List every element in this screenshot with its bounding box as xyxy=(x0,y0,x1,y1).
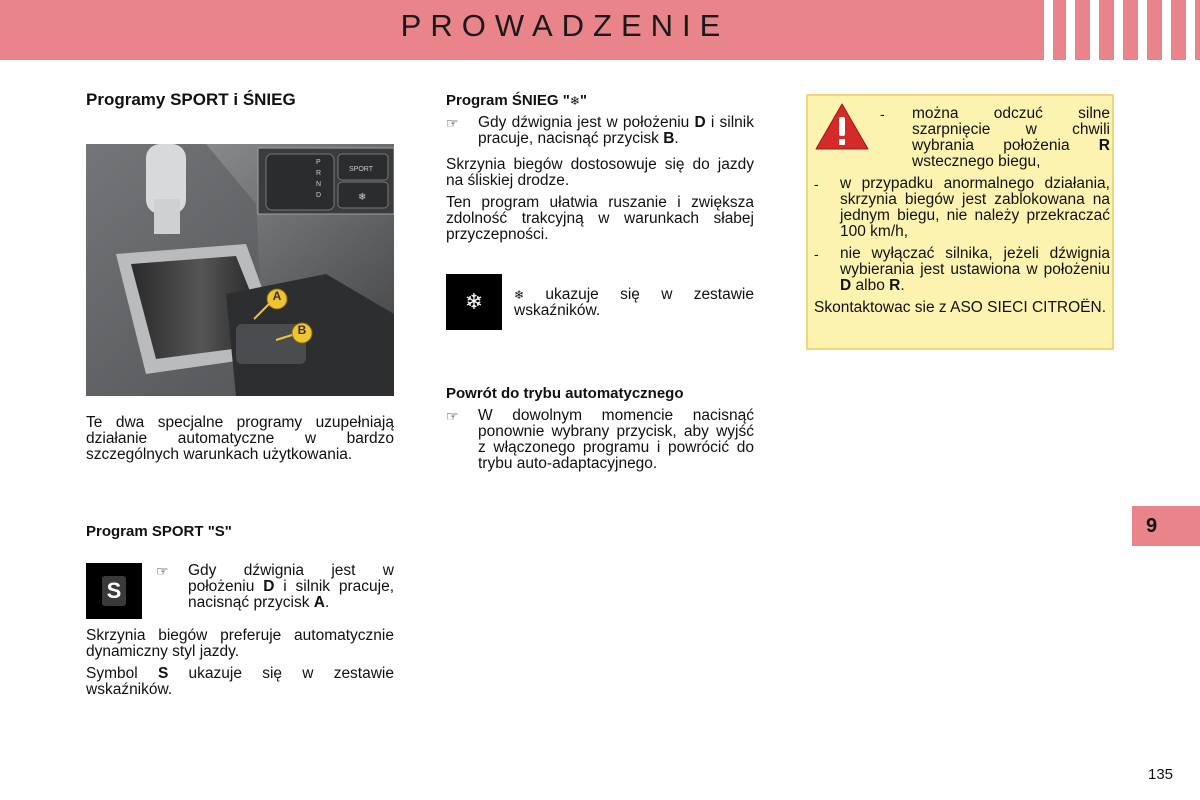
hand-pointer-icon: ☞ xyxy=(156,563,169,579)
sport-paragraphs xyxy=(86,628,394,704)
page-header xyxy=(0,0,1200,60)
column-2 xyxy=(446,93,754,249)
snow-display-text xyxy=(514,287,754,325)
snow-paragraph-2: Ten program ułatwia ruszanie i zwiększa zdolność trakcyjną w warunkach słabej przyczepności. xyxy=(446,194,754,243)
warning-box xyxy=(806,94,1114,350)
gear-selector-photo xyxy=(86,144,394,396)
photo-label-b: B xyxy=(297,323,307,337)
section-heading: Programy SPORT i ŚNIEG xyxy=(86,90,296,109)
hand-pointer-icon: ☞ xyxy=(446,408,459,424)
snowflake-icon-glyph: ❄ xyxy=(464,289,484,314)
warning-triangle-icon xyxy=(814,102,870,152)
return-section xyxy=(446,386,754,472)
sport-bullet xyxy=(156,563,394,611)
svg-text:R: R xyxy=(316,170,322,177)
sport-paragraph-2: Symbol S ukazuje się w zestawie wskaźników. xyxy=(86,665,394,698)
warning-footer: Skontaktowac sie z ASO SIECI CITROËN. xyxy=(814,299,1107,316)
snowflake-icon xyxy=(446,274,502,330)
snow-heading: Program ŚNIEG "❄" xyxy=(446,92,587,109)
warning-item-2: w przypadku anormalnego działania, skrzynia biegów jest zablokowana na jednym biegu, nie należy przekraczać 100 km/h, xyxy=(840,175,1110,240)
return-heading: Powrót do trybu automatycznego xyxy=(446,385,684,402)
chapter-number: 9 xyxy=(1146,514,1158,537)
svg-text:N: N xyxy=(316,181,322,188)
chapter-tab xyxy=(1132,506,1200,546)
svg-text:D: D xyxy=(316,192,322,199)
warning-list: - w przypadku anormalnego działania, skrzynia biegów jest zablokowana na jednym biegu, nie należy przekraczać 100 km/h, - nie wyłączać silnika, jeżeli dźwignia wybierania jest ustawiona w położeniu D albo R. Skontaktowac sie z ASO SIECI CITROËN. xyxy=(814,175,1110,316)
sport-heading: Program SPORT "S" xyxy=(86,523,232,540)
sport-paragraph-1: Skrzynia biegów preferuje automatycznie dynamiczny styl jazdy. xyxy=(86,627,394,660)
svg-text:❄: ❄ xyxy=(358,192,367,203)
sport-s-icon xyxy=(86,563,142,619)
page-number: 135 xyxy=(1148,766,1174,783)
sport-icon-label: S xyxy=(102,576,127,606)
sport-section xyxy=(86,524,394,540)
warning-item-3: nie wyłączać silnika, jeżeli dźwignia wybierania jest ustawiona w położeniu D albo R. xyxy=(840,245,1110,294)
return-bullet-text: W dowolnym momencie nacisnąć ponownie wybrany przycisk, aby wyjść z włączonego programu i powrócić do trybu auto-adaptacyjnego. xyxy=(478,407,754,472)
intro-paragraph: Te dwa specjalne programy uzupełniają działanie automatyczne w bardzo szczególnych warunkach użytkowania. xyxy=(86,414,394,463)
snow-display-paragraph: ❄ ukazuje się w zestawie wskaźników. xyxy=(514,286,754,319)
svg-text:SPORT: SPORT xyxy=(349,166,373,173)
intro-text xyxy=(86,415,394,469)
snow-bullet-text: Gdy dźwignia jest w położeniu D i silnik pracuje, nacisnąć przycisk B. xyxy=(478,114,754,147)
hand-pointer-icon: ☞ xyxy=(446,115,459,131)
sport-bullet-text: Gdy dźwignia jest w położeniu D i silnik pracuje, nacisnąć przycisk A. xyxy=(188,562,394,611)
snow-paragraph-1: Skrzynia biegów dostosowuje się do jazdy na śliskiej drodze. xyxy=(446,156,754,189)
warning-item-1: - można odczuć silne szarpnięcie w chwili wybrania położenia R wstecznego biegu, xyxy=(880,105,1110,170)
page-title: PROWADZENIE xyxy=(400,8,730,43)
column-1 xyxy=(86,92,394,108)
svg-text:P: P xyxy=(316,159,321,166)
photo-label-a: A xyxy=(272,289,282,303)
